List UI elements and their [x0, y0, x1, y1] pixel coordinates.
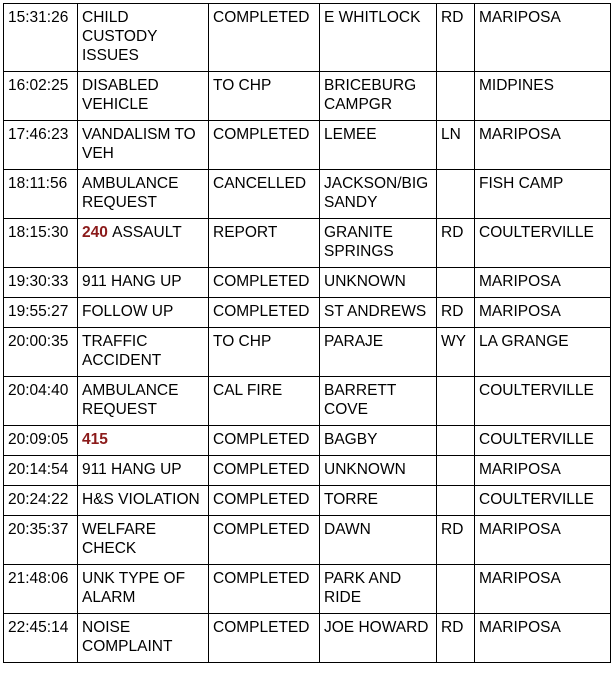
city-cell: COULTERVILLE — [475, 426, 611, 456]
call-log-body — [4, 4, 611, 663]
table-row — [4, 614, 611, 663]
table-row — [4, 328, 611, 377]
street-suffix-cell: RD — [437, 219, 475, 268]
location-cell: BARRETT COVE — [320, 377, 437, 426]
city-cell: MARIPOSA — [475, 565, 611, 614]
status-cell: COMPLETED — [209, 298, 320, 328]
city-cell: MARIPOSA — [475, 456, 611, 486]
status-cell: COMPLETED — [209, 565, 320, 614]
call-type: DISABLED VEHICLE — [82, 77, 159, 113]
call-type-cell — [78, 426, 209, 456]
status-cell: TO CHP — [209, 328, 320, 377]
location-cell: JOE HOWARD — [320, 614, 437, 663]
location-cell: LEMEE — [320, 121, 437, 170]
location-cell: JACKSON/BIG SANDY — [320, 170, 437, 219]
table-row — [4, 377, 611, 426]
location-cell: BAGBY — [320, 426, 437, 456]
call-type-cell — [78, 219, 209, 268]
street-suffix-cell — [437, 565, 475, 614]
call-type: WELFARE CHECK — [82, 521, 157, 557]
time-cell: 16:02:25 — [4, 72, 78, 121]
call-type-cell — [78, 456, 209, 486]
table-row — [4, 456, 611, 486]
table-row — [4, 486, 611, 516]
time-cell: 20:00:35 — [4, 328, 78, 377]
location-cell: E WHITLOCK — [320, 4, 437, 72]
time-cell: 20:14:54 — [4, 456, 78, 486]
call-type-cell — [78, 377, 209, 426]
time-cell: 18:15:30 — [4, 219, 78, 268]
call-type-cell — [78, 486, 209, 516]
time-cell: 19:55:27 — [4, 298, 78, 328]
call-type: TRAFFIC ACCIDENT — [82, 333, 162, 369]
call-type-cell — [78, 614, 209, 663]
status-cell: TO CHP — [209, 72, 320, 121]
call-type-cell — [78, 328, 209, 377]
street-suffix-cell: RD — [437, 298, 475, 328]
status-cell: REPORT — [209, 219, 320, 268]
city-cell: FISH CAMP — [475, 170, 611, 219]
location-cell: BRICEBURG CAMPGR — [320, 72, 437, 121]
status-cell: CANCELLED — [209, 170, 320, 219]
call-type-cell — [78, 516, 209, 565]
status-cell: COMPLETED — [209, 121, 320, 170]
call-type-cell — [78, 298, 209, 328]
status-cell: COMPLETED — [209, 614, 320, 663]
call-type: UNK TYPE OF ALARM — [82, 570, 186, 606]
status-cell: COMPLETED — [209, 456, 320, 486]
time-cell: 17:46:23 — [4, 121, 78, 170]
time-cell: 22:45:14 — [4, 614, 78, 663]
call-log-table — [3, 3, 611, 663]
table-row — [4, 298, 611, 328]
table-row — [4, 72, 611, 121]
time-cell: 19:30:33 — [4, 268, 78, 298]
status-cell: CAL FIRE — [209, 377, 320, 426]
location-cell: UNKNOWN — [320, 456, 437, 486]
call-type: VANDALISM TO VEH — [82, 126, 196, 162]
city-cell: MARIPOSA — [475, 614, 611, 663]
status-cell: COMPLETED — [209, 4, 320, 72]
street-suffix-cell — [437, 426, 475, 456]
status-cell: COMPLETED — [209, 486, 320, 516]
city-cell: COULTERVILLE — [475, 486, 611, 516]
city-cell: COULTERVILLE — [475, 377, 611, 426]
call-type: 911 HANG UP — [82, 461, 182, 478]
time-cell: 18:11:56 — [4, 170, 78, 219]
street-suffix-cell: WY — [437, 328, 475, 377]
street-suffix-cell: RD — [437, 516, 475, 565]
table-row — [4, 426, 611, 456]
penal-code: 415 — [82, 431, 108, 448]
city-cell: COULTERVILLE — [475, 219, 611, 268]
street-suffix-cell — [437, 456, 475, 486]
city-cell: MARIPOSA — [475, 268, 611, 298]
call-type: 911 HANG UP — [82, 273, 182, 290]
time-cell: 20:09:05 — [4, 426, 78, 456]
status-cell: COMPLETED — [209, 268, 320, 298]
table-row — [4, 4, 611, 72]
call-type-cell — [78, 565, 209, 614]
city-cell: MARIPOSA — [475, 121, 611, 170]
call-type: ASSAULT — [112, 224, 182, 241]
status-cell: COMPLETED — [209, 426, 320, 456]
call-type: H&S VIOLATION — [82, 491, 200, 508]
call-type-cell — [78, 4, 209, 72]
city-cell: MARIPOSA — [475, 516, 611, 565]
time-cell: 21:48:06 — [4, 565, 78, 614]
location-cell: TORRE — [320, 486, 437, 516]
table-row — [4, 516, 611, 565]
street-suffix-cell: RD — [437, 4, 475, 72]
time-cell: 15:31:26 — [4, 4, 78, 72]
location-cell: PARAJE — [320, 328, 437, 377]
call-type-cell — [78, 121, 209, 170]
status-cell: COMPLETED — [209, 516, 320, 565]
call-type: CHILD CUSTODY ISSUES — [82, 9, 158, 64]
street-suffix-cell — [437, 170, 475, 219]
location-cell: PARK AND RIDE — [320, 565, 437, 614]
location-cell: GRANITE SPRINGS — [320, 219, 437, 268]
call-type-cell — [78, 72, 209, 121]
street-suffix-cell: RD — [437, 614, 475, 663]
city-cell: MARIPOSA — [475, 298, 611, 328]
street-suffix-cell — [437, 72, 475, 121]
table-row — [4, 219, 611, 268]
time-cell: 20:04:40 — [4, 377, 78, 426]
table-row — [4, 121, 611, 170]
city-cell: MARIPOSA — [475, 4, 611, 72]
call-type: AMBULANCE REQUEST — [82, 382, 179, 418]
location-cell: ST ANDREWS — [320, 298, 437, 328]
street-suffix-cell — [437, 268, 475, 298]
location-cell: DAWN — [320, 516, 437, 565]
table-row — [4, 565, 611, 614]
call-type-cell — [78, 268, 209, 298]
time-cell: 20:24:22 — [4, 486, 78, 516]
city-cell: MIDPINES — [475, 72, 611, 121]
time-cell: 20:35:37 — [4, 516, 78, 565]
city-cell: LA GRANGE — [475, 328, 611, 377]
call-type-cell — [78, 170, 209, 219]
penal-code: 240 — [82, 224, 113, 241]
street-suffix-cell: LN — [437, 121, 475, 170]
call-type: AMBULANCE REQUEST — [82, 175, 179, 211]
table-row — [4, 170, 611, 219]
call-type: NOISE COMPLAINT — [82, 619, 173, 655]
call-type: FOLLOW UP — [82, 303, 174, 320]
street-suffix-cell — [437, 377, 475, 426]
street-suffix-cell — [437, 486, 475, 516]
location-cell: UNKNOWN — [320, 268, 437, 298]
table-row — [4, 268, 611, 298]
